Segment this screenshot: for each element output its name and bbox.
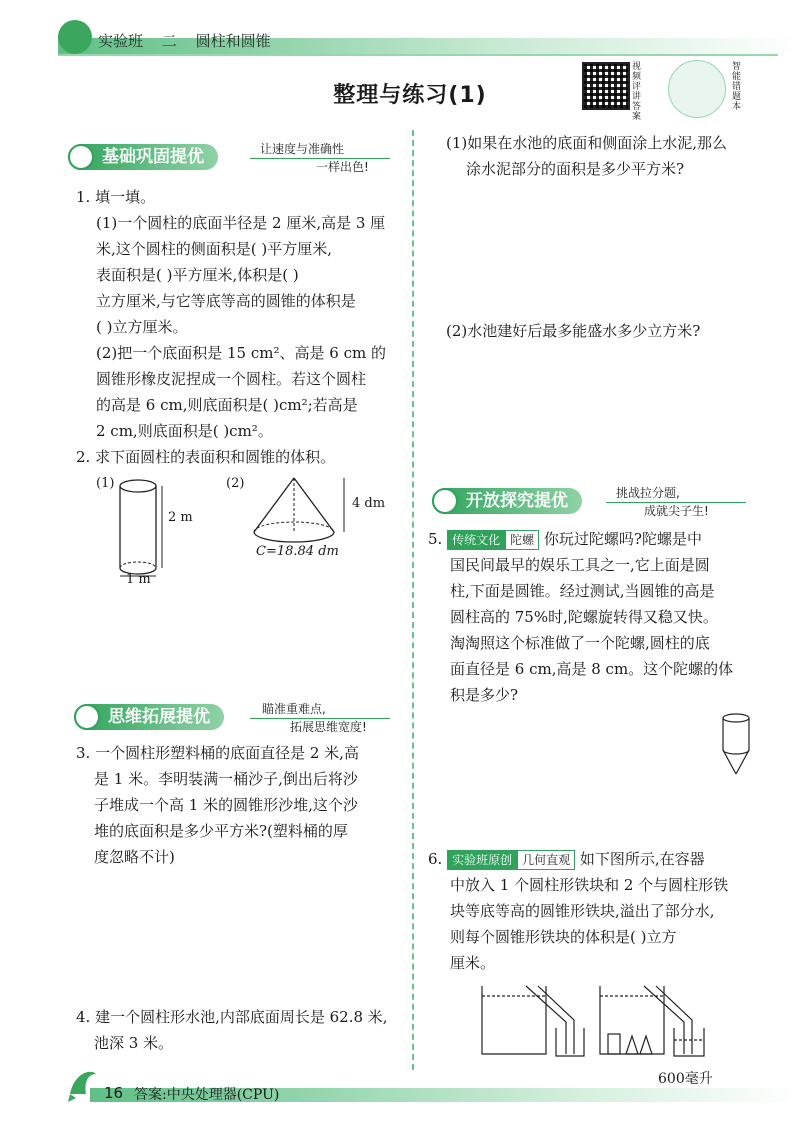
q1-p2-line: 圆锥形橡皮泥捏成一个圆柱。若这个圆柱 — [96, 370, 367, 388]
tag-geometry: 几何直观 — [517, 850, 575, 870]
fig1-label: (1) — [96, 476, 115, 491]
cylinder-height: 2 m — [168, 510, 193, 525]
q4-number: 4. — [76, 1008, 91, 1026]
q2-number: 2. — [76, 448, 91, 466]
fig2-label: (2) — [226, 476, 245, 491]
q1-p1-line: ( )立方厘米。 — [96, 318, 188, 336]
slogan-line-2: 拓展思维宽度! — [290, 720, 367, 734]
q1-head: 填一填。 — [95, 188, 156, 206]
spinning-top-figure — [718, 712, 754, 778]
slogan-line-2: 一样出色! — [316, 160, 369, 174]
q3-line: 是 1 米。李明装满一桶沙子,倒出后将沙 — [94, 770, 358, 788]
section-rule — [250, 158, 390, 159]
q1-p1-line: 立方厘米,与它等底等高的圆锥的体积是 — [96, 292, 356, 310]
q5-line: 国民间最早的娱乐工具之一,它上面是圆 — [450, 556, 710, 574]
q4-line: 建一个圆柱形水池,内部底面周长是 62.8 米, — [95, 1008, 388, 1026]
footer-answer: 答案:中央处理器(CPU) — [134, 1087, 280, 1103]
section-title-open: 开放探究提优 — [466, 491, 568, 511]
q3-line: 堆的底面积是多少平方米?(塑料桶的厚 — [94, 822, 348, 840]
target-icon — [68, 144, 94, 170]
q5-line: 圆柱高的 75%时,陀螺旋转得又稳又快。 — [450, 608, 718, 626]
q2-text: 求下面圆柱的表面积和圆锥的体积。 — [95, 448, 336, 466]
satellite-icon — [432, 488, 458, 514]
header-line — [58, 54, 778, 56]
page-title: 整理与练习(1) — [333, 83, 487, 108]
question-1 — [76, 184, 406, 444]
q3-line: 一个圆柱形塑料桶的底面直径是 2 米,高 — [95, 744, 359, 762]
running-header — [98, 30, 285, 51]
q1-p1-line: (1)一个圆柱的底面半径是 2 厘米,高是 3 厘 — [96, 214, 386, 232]
q1-part-1 — [76, 210, 406, 340]
section-rule — [250, 718, 390, 719]
qr-label-errors: 智能错题本 — [732, 62, 742, 112]
q5-line: 淘淘照这个标准做了一个陀螺,圆柱的底 — [450, 634, 710, 652]
q6-line: 如下图所示,在容器 — [579, 850, 705, 868]
container-diagram — [476, 980, 716, 1064]
tag-traditional-culture: 传统文化 — [447, 530, 505, 550]
qr-label-video: 视频评讲答案 — [632, 62, 642, 122]
unit-number: 二 — [161, 32, 177, 50]
section-rule — [606, 502, 746, 503]
q5-line: 面直径是 6 cm,高是 8 cm。这个陀螺的体 — [450, 660, 734, 678]
q1-part-2 — [76, 340, 406, 444]
dolphin-icon — [66, 1064, 100, 1104]
q5-number: 5. — [428, 530, 443, 548]
q1-p2-line: 的高是 6 cm,则底面积是( )cm²;若高是 — [96, 396, 358, 414]
question-4 — [76, 1004, 410, 1056]
slogan-line-1: 让速度与准确性 — [260, 142, 345, 156]
overflow-volume-caption: 600毫升 — [658, 1071, 713, 1087]
qr-code-errors[interactable] — [668, 60, 726, 118]
q4-sub2-line: (2)水池建好后最多能盛水多少立方米? — [446, 322, 701, 340]
q6-line: 块等底等高的圆锥形铁块,溢出了部分水, — [450, 902, 715, 920]
slogan-line-2: 成就尖子生! — [644, 504, 709, 518]
column-divider — [412, 130, 414, 1070]
section-title-basic: 基础巩固提优 — [102, 147, 204, 167]
question-6 — [428, 846, 780, 976]
qr-code-video[interactable] — [582, 62, 630, 110]
q4-sub1-line: (1)如果在水池的底面和侧面涂上水泥,那么 — [446, 134, 728, 152]
q3-line: 子堆成一个高 1 米的圆锥形沙堆,这个沙 — [94, 796, 358, 814]
q5-line: 你玩过陀螺吗?陀螺是中 — [543, 530, 702, 548]
ufo-icon — [74, 704, 100, 730]
q4-sub-1 — [446, 130, 786, 182]
q4-sub-2 — [446, 318, 786, 344]
q4-sub1-line: 涂水泥部分的面积是多少平方米? — [466, 160, 685, 178]
q1-number: 1. — [76, 188, 91, 206]
q4-line: 池深 3 米。 — [94, 1034, 174, 1052]
q1-p1-line: 表面积是( )平方厘米,体积是( ) — [96, 266, 299, 284]
q6-line: 则每个圆锥形铁块的体积是( )立方 — [450, 928, 677, 946]
cone-height: 4 dm — [352, 496, 386, 511]
q1-p2-line: 2 cm,则底面积是( )cm²。 — [96, 422, 273, 440]
tag-original: 实验班原创 — [447, 850, 517, 870]
question-5 — [428, 526, 780, 708]
q6-number: 6. — [428, 850, 443, 868]
q3-number: 3. — [76, 744, 91, 762]
q1-p1-line: 米,这个圆柱的侧面积是( )平方厘米, — [96, 240, 333, 258]
page-number: 16 — [104, 1084, 124, 1102]
brand-name: 实验班 — [98, 32, 144, 50]
slogan-line-1: 瞄准重难点, — [262, 702, 326, 716]
question-2 — [76, 444, 406, 470]
q5-line: 柱,下面是圆锥。经过测试,当圆锥的高是 — [450, 582, 715, 600]
q5-line: 积是多少? — [450, 686, 519, 704]
cylinder-diameter: 1 m — [126, 572, 151, 587]
cone-circumference: C=18.84 dm — [256, 544, 339, 559]
cone-figure — [240, 472, 360, 552]
q6-line: 厘米。 — [450, 954, 496, 972]
cylinder-figure — [110, 476, 200, 586]
question-3 — [76, 740, 406, 870]
q3-line: 度忽略不计) — [94, 848, 175, 866]
slogan-line-1: 挑战拉分题, — [616, 486, 680, 500]
chapter-name: 圆柱和圆锥 — [195, 32, 271, 50]
section-title-thinking: 思维拓展提优 — [108, 707, 210, 727]
tag-topic: 陀螺 — [505, 530, 539, 550]
q1-p2-line: (2)把一个底面积是 15 cm²、高是 6 cm 的 — [96, 344, 386, 362]
leaf-logo-icon — [58, 20, 92, 54]
q6-line: 中放入 1 个圆柱形铁块和 2 个与圆柱形铁 — [450, 876, 729, 894]
